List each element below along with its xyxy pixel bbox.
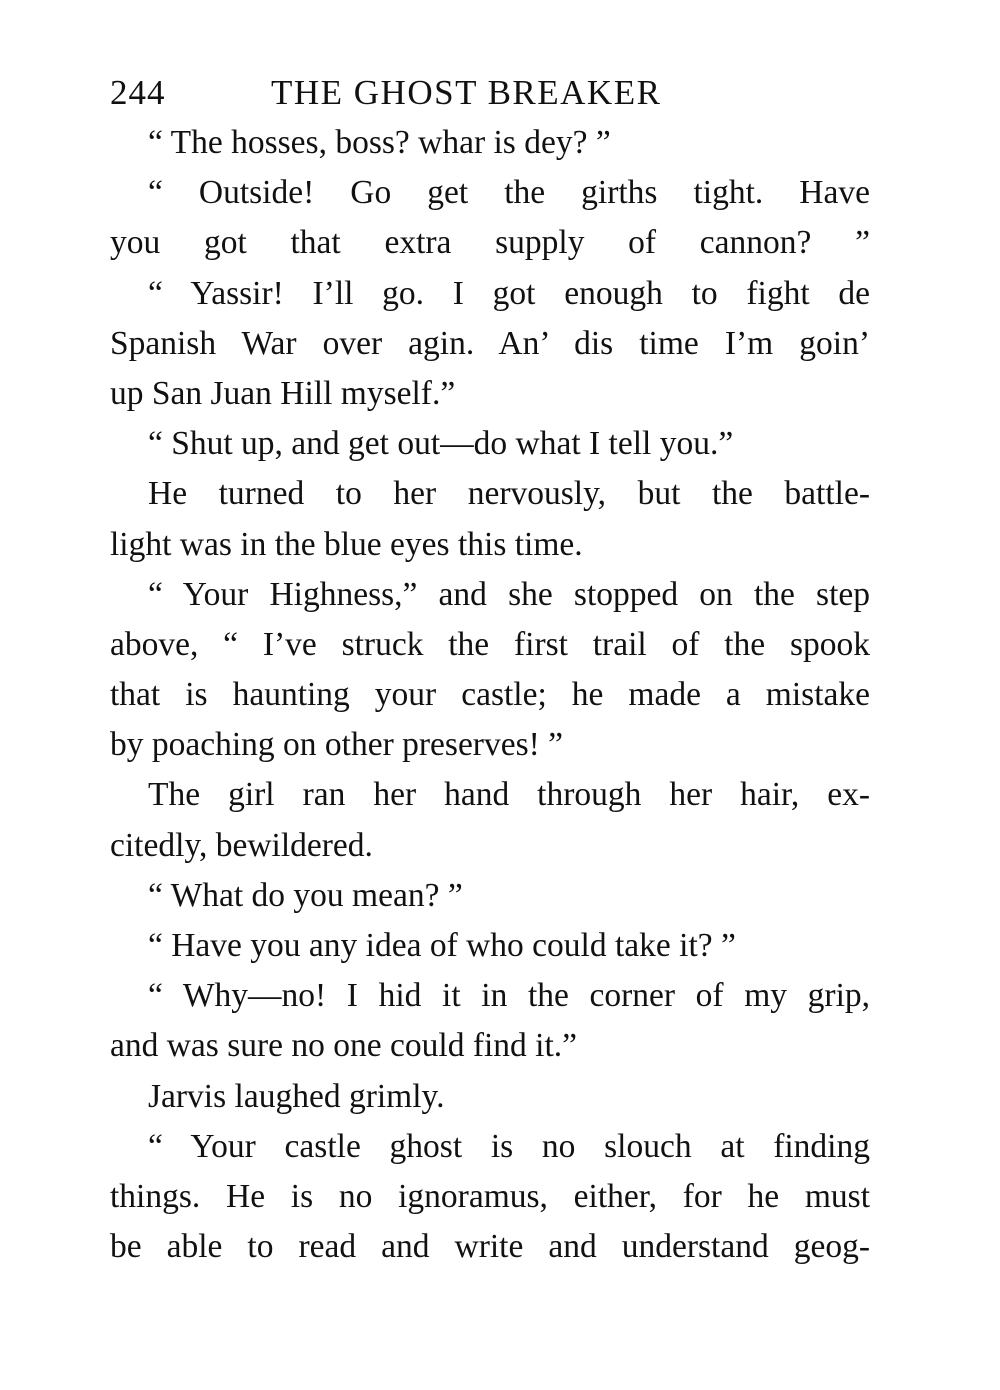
text-line-9: light was in the blue eyes this time.	[110, 525, 583, 563]
running-title: THE GHOST BREAKER	[271, 73, 662, 112]
text-line-16: “ What do you mean? ”	[148, 876, 463, 914]
text-line-20: Jarvis laughed grimly.	[148, 1077, 445, 1115]
text-line-7: “ Shut up, and get out—do what I tell you.”	[148, 425, 734, 463]
text-line-11: above, “ I’ve struck the first trail of the spook	[110, 625, 870, 663]
text-line-10: “ Your Highness,” and she stopped on the step	[148, 575, 870, 613]
book-page	[110, 68, 870, 1272]
text-line-15: citedly, bewildered.	[110, 826, 373, 864]
text-line-13: by poaching on other preserves! ”	[110, 726, 564, 764]
text-line-21: “ Your castle ghost is no slouch at finding	[148, 1127, 870, 1165]
text-line-12: that is haunting your castle; he made a mistake	[110, 676, 870, 714]
text-line-1: “ The hosses, boss? whar is dey? ”	[148, 124, 611, 161]
page-number: 244	[110, 73, 166, 112]
running-head	[110, 68, 870, 118]
text-line-14: The girl ran her hand through her hair, ex-	[148, 776, 870, 814]
text-line-18: “ Why—no! I hid it in the corner of my grip,	[148, 977, 870, 1015]
text-line-19: and was sure no one could find it.”	[110, 1027, 578, 1065]
text-line-6: up San Juan Hill myself.”	[110, 374, 456, 412]
text-line-3: you got that extra supply of cannon? ”	[110, 224, 870, 262]
text-line-2: “ Outside! Go get the girths tight. Have	[148, 174, 870, 212]
body-text	[110, 118, 870, 1272]
text-line-17: “ Have you any idea of who could take it? ”	[148, 927, 736, 964]
text-line-5: Spanish War over agin. An’ dis time I’m goin’	[110, 324, 870, 362]
text-line-22: things. He is no ignoramus, either, for he must	[110, 1177, 870, 1215]
text-line-4: “ Yassir! I’ll go. I got enough to fight de	[148, 274, 870, 312]
text-line-23: be able to read and write and understand geog-	[110, 1228, 870, 1266]
text-line-8: He turned to her nervously, but the battle-	[148, 475, 870, 513]
